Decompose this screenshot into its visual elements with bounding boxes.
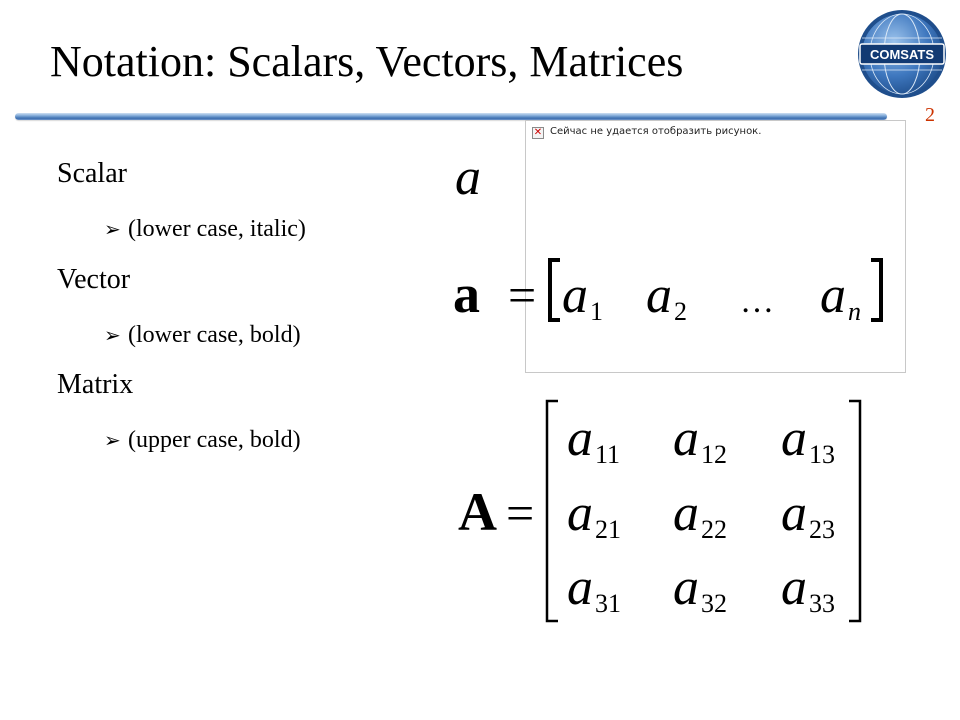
vector-element-subscript: 1: [590, 297, 603, 326]
matrix-right-bracket: [849, 401, 860, 621]
matrix-element-base: a: [567, 559, 593, 616]
matrix-element: [673, 485, 727, 544]
broken-image-placeholder: [525, 120, 906, 373]
matrix-element-subscript: 33: [809, 589, 835, 618]
vector-element-base: a: [820, 267, 846, 324]
bullet-heading-matrix: Matrix: [57, 369, 134, 400]
matrix-element-base: a: [781, 410, 807, 467]
bullet-detail-matrix: [104, 428, 301, 452]
matrix-element-base: a: [673, 410, 699, 467]
scalar-symbol: a: [455, 149, 481, 206]
matrix-element-subscript: 32: [701, 589, 727, 618]
vector-element-subscript: 2: [674, 297, 687, 326]
broken-image-message: Сейчас не удается отобразить рисунок.: [550, 126, 762, 137]
vector-symbol: a: [453, 264, 480, 324]
matrix-element: [567, 485, 621, 544]
matrix-equation: [458, 401, 860, 621]
equals-sign: =: [508, 267, 537, 323]
matrix-element-base: a: [673, 559, 699, 616]
matrix-element: [781, 559, 835, 618]
matrix-element-base: a: [781, 559, 807, 616]
vector-element-base: a: [646, 267, 672, 324]
bullet-detail-text: (lower case, bold): [128, 322, 301, 348]
arrow-bullet-icon: ➢: [104, 323, 121, 347]
matrix-element-subscript: 13: [809, 440, 835, 469]
arrow-bullet-icon: ➢: [104, 428, 121, 452]
matrix-symbol: A: [458, 482, 497, 542]
bullet-heading-scalar: Scalar: [57, 158, 127, 189]
arrow-bullet-icon: ➢: [104, 217, 121, 241]
matrix-element: [567, 559, 621, 618]
vector-element-base: …: [740, 283, 774, 320]
matrix-element-subscript: 12: [701, 440, 727, 469]
matrix-element: [781, 410, 835, 469]
bullet-detail-text: (upper case, bold): [128, 427, 301, 453]
comsats-logo: [856, 8, 948, 100]
matrix-element-subscript: 21: [595, 515, 621, 544]
matrix-element: [673, 559, 727, 618]
bullet-detail-scalar: [104, 217, 306, 241]
vector-element-subscript: n: [848, 297, 861, 326]
bullet-detail-vector: [104, 323, 301, 347]
bullet-detail-text: (lower case, italic): [128, 216, 306, 242]
matrix-element-subscript: 22: [701, 515, 727, 544]
matrix-element-subscript: 11: [595, 440, 621, 469]
page-number: 2: [925, 104, 935, 126]
matrix-element-base: a: [673, 485, 699, 542]
broken-image-icon: ✕: [533, 127, 543, 138]
matrix-element-subscript: 31: [595, 589, 621, 618]
matrix-element: [673, 410, 727, 469]
matrix-element-base: a: [567, 410, 593, 467]
matrix-element: [781, 485, 835, 544]
matrix-element: [567, 410, 620, 469]
title-divider: [15, 113, 887, 120]
logo-wordmark: COMSATS: [869, 47, 935, 62]
matrix-left-bracket: [547, 401, 558, 621]
matrix-element-base: a: [781, 485, 807, 542]
equals-sign: =: [506, 485, 535, 541]
matrix-element-base: a: [567, 485, 593, 542]
vector-element-base: a: [562, 267, 588, 324]
matrix-element-subscript: 23: [809, 515, 835, 544]
slide-title: Notation: Scalars, Vectors, Matrices: [50, 37, 684, 86]
bullet-heading-vector: Vector: [57, 264, 131, 295]
